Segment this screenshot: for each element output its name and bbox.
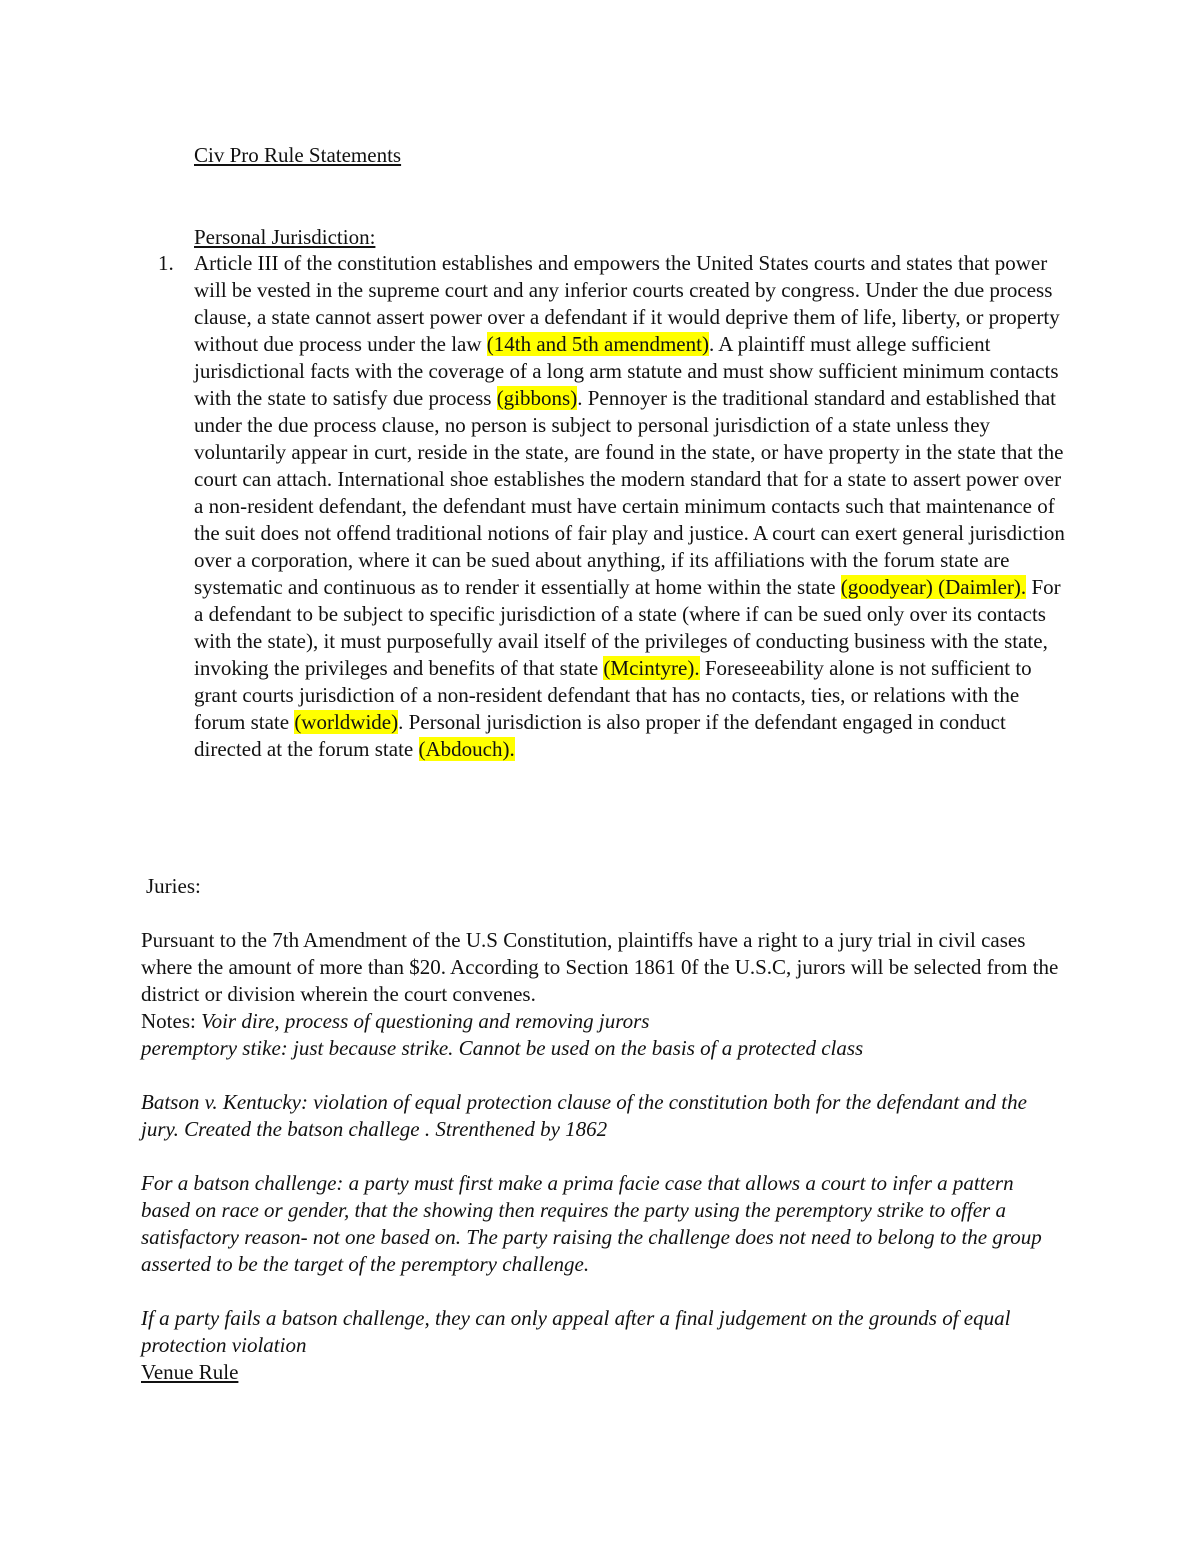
pj-text-segment: Foreseeability alone is not sufficient to grant courts jurisdiction of a non-resident defendant that has no contacts, ties, or relations with the forum state (194, 656, 1032, 734)
juries-paragraph: Pursuant to the 7th Amendment of the U.S Constitution, plaintiffs have a right to a jury trial in civil cases where the amount of more than $20. According to Section 1861 0f the U.S.C, jurors will be selected from the district or division wherein the court convenes. (141, 928, 1059, 1006)
personal-jurisdiction-list (158, 250, 1068, 763)
notes-voir-dire: Voir dire, process of questioning and removing jurors (201, 1009, 650, 1033)
venue-rule-heading: Venue Rule (141, 1360, 239, 1384)
citation-highlight: (gibbons) (496, 386, 578, 410)
pj-text-segment: . Pennoyer is the traditional standard and established that under the due process clause, no person is subject to personal jurisdiction of a state unless they voluntarily appear in curt, reside in the state, are found in the state, or have property in the state that the court can attach. International shoe establishes the modern standard that for a state to assert power over a non-resident defendant, the defendant must have certain minimum contacts such that maintenance of the suit does not offend traditional notions of fair play and justice. A court can exert general jurisdiction over a corporation, where it can be sued about anything, if its affiliations with the forum state are systematic and continuous as to render it essentially at home within the state (194, 386, 1065, 599)
notes-line (141, 1008, 1071, 1035)
pj-text-segment: Article III of the constitution establishes and empowers the United States courts and states that power will be vested in the supreme court and any inferior courts created by congress. Under the due process clause, a state cannot assert power over a defendant if it would deprive them of life, liberty, or property without due process under the law (194, 251, 1060, 356)
juries-heading: Juries: (146, 874, 201, 898)
personal-jurisdiction-paragraph (194, 250, 1066, 763)
personal-jurisdiction-heading: Personal Jurisdiction: (194, 225, 376, 249)
batson-challenge-paragraph: For a batson challenge: a party must first make a prima facie case that allows a court to infer a pattern based on race or gender, that the showing then requires the party using the peremptory strike to offer a satisfactory reason- not one based on. The party raising the challenge does not need to belong to the group asserted to be the target of the peremptory challenge. (141, 1171, 1042, 1276)
citation-highlight: (Abdouch). (418, 737, 515, 761)
notes-peremptory: peremptory stike: just because strike. Cannot be used on the basis of a protected class (141, 1036, 864, 1060)
batson-case-paragraph: Batson v. Kentucky: violation of equal protection clause of the constitution both for the defendant and the jury. Created the batson challege . Strenthened by 1862 (141, 1090, 1027, 1141)
citation-highlight: (worldwide) (294, 710, 399, 734)
pj-text-segment: . A plaintiff must allege sufficient jurisdictional facts with the coverage of a long arm statute and must show sufficient minimum contacts with the state to satisfy due process (194, 332, 1059, 410)
juries-notes (141, 1008, 1071, 1062)
citation-highlight: (goodyear) (Daimler). (840, 575, 1027, 599)
pj-text-segment: . Personal jurisdiction is also proper if the defendant engaged in conduct directed at the forum state (194, 710, 1006, 761)
citation-highlight: (14th and 5th amendment) (486, 332, 709, 356)
batson-appeal-paragraph: If a party fails a batson challenge, they can only appeal after a final judgement on the grounds of equal protection violation (141, 1306, 1011, 1357)
document-title: Civ Pro Rule Statements (194, 143, 402, 167)
pj-text-segment: For a defendant to be subject to specific jurisdiction of a state (where if can be sued only over its contacts with the state), it must purposefully avail itself of the privileges of conducting business with the state, invoking the privileges and benefits of that state (194, 575, 1061, 680)
citation-highlight: (Mcintyre). (603, 656, 700, 680)
notes-label: Notes: (141, 1009, 202, 1033)
list-item-number: 1. (158, 251, 174, 275)
